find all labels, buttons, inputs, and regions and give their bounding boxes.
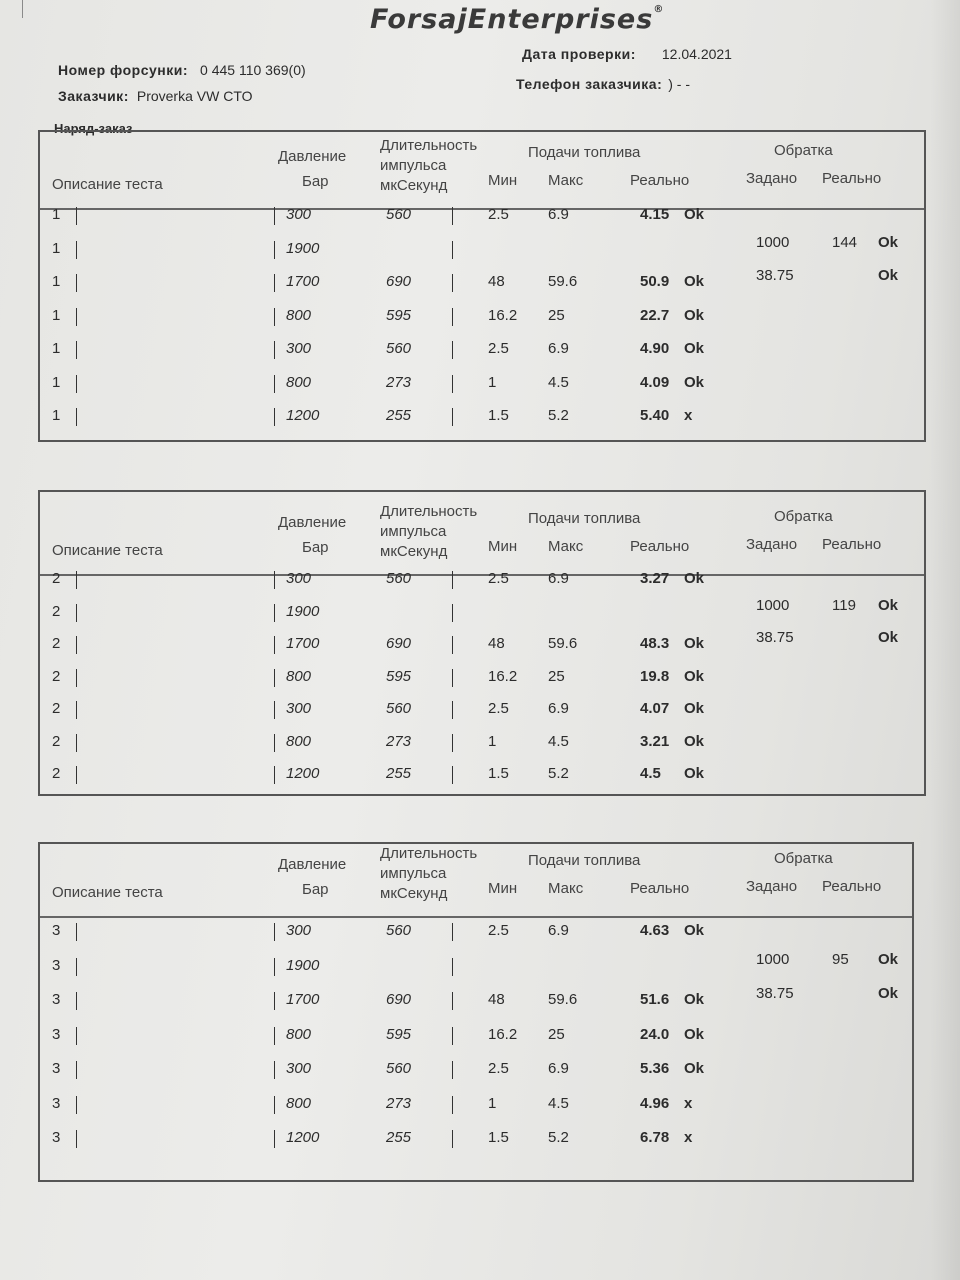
col-pressure-unit: Бар xyxy=(302,173,329,190)
real-value: 6.78 xyxy=(640,1129,670,1146)
cell-divider xyxy=(452,274,453,292)
pulse-value: 690 xyxy=(386,635,412,652)
cell-divider xyxy=(76,408,77,426)
col-duration-2: импульса xyxy=(380,865,447,882)
col-duration-1: Длительность xyxy=(380,137,478,154)
real-value: 51.6 xyxy=(640,991,670,1008)
date-value: 12.04.2021 xyxy=(661,46,732,62)
table-header xyxy=(40,132,924,210)
min-value: 1.5 xyxy=(488,1129,509,1146)
return-set-value: 38.75 xyxy=(756,985,794,1002)
real-value: 24.0 xyxy=(640,1025,670,1043)
col-pressure: Давление xyxy=(278,856,347,873)
real-value: 3.27 xyxy=(640,570,670,587)
cell-divider xyxy=(452,408,453,426)
customer-label: Заказчик: xyxy=(58,88,129,104)
col-real: Реально xyxy=(630,172,690,189)
test-number: 1 xyxy=(52,373,61,391)
status-value: Ok xyxy=(684,373,705,391)
return-real-value: 95 xyxy=(832,950,849,968)
status-value: x xyxy=(684,1094,693,1112)
real-value: 4.09 xyxy=(640,373,670,391)
brand-name: ForsajEnterprises xyxy=(370,4,654,35)
cell-divider xyxy=(274,766,275,784)
max-value: 59.6 xyxy=(548,273,578,290)
cell-divider xyxy=(452,1130,453,1148)
test-number: 3 xyxy=(52,1025,61,1043)
status-value: Ok xyxy=(684,273,705,290)
phone-value: ) - - xyxy=(668,76,691,92)
pulse-value: 255 xyxy=(386,407,412,424)
test-table xyxy=(38,490,926,796)
pulse-value: 595 xyxy=(386,306,412,324)
real-value: 22.7 xyxy=(640,306,670,324)
cell-divider xyxy=(76,1130,77,1148)
pressure-value: 1200 xyxy=(286,765,320,782)
cell-divider xyxy=(274,734,275,752)
col-min: Мин xyxy=(488,880,518,897)
min-value: 48 xyxy=(488,635,505,652)
min-value: 1.5 xyxy=(488,765,509,782)
pressure-value: 300 xyxy=(286,570,312,587)
pressure-value: 800 xyxy=(286,1094,312,1112)
min-value: 1.5 xyxy=(488,407,509,424)
cell-divider xyxy=(76,604,77,622)
max-value: 25 xyxy=(548,667,565,685)
cell-divider xyxy=(274,1096,275,1114)
max-value: 6.9 xyxy=(548,340,569,357)
col-delivery: Подачи топлива xyxy=(528,144,641,161)
pressure-value: 300 xyxy=(286,700,312,717)
customer-phone xyxy=(516,76,690,92)
min-value: 48 xyxy=(488,273,505,290)
col-pressure: Давление xyxy=(278,148,347,165)
max-value: 59.6 xyxy=(548,635,578,652)
max-value: 6.9 xyxy=(548,700,569,717)
phone-label: Телефон заказчика: xyxy=(516,76,663,92)
status-value: Ok xyxy=(684,922,705,939)
col-delivery: Подачи топлива xyxy=(528,510,641,527)
return-status-value: Ok xyxy=(878,629,899,646)
return-status-value: Ok xyxy=(878,950,899,968)
cell-divider xyxy=(76,308,77,326)
pulse-value: 560 xyxy=(386,206,412,223)
cell-divider xyxy=(274,604,275,622)
test-number: 2 xyxy=(52,765,61,782)
col-return-real: Реально xyxy=(822,170,882,187)
pressure-value: 1700 xyxy=(286,635,320,652)
pulse-value: 560 xyxy=(386,700,412,717)
cell-divider xyxy=(452,604,453,622)
test-number: 3 xyxy=(52,1129,61,1146)
real-value: 5.40 xyxy=(640,407,670,424)
col-real: Реально xyxy=(630,538,690,555)
status-value: Ok xyxy=(684,340,705,357)
col-set: Задано xyxy=(746,170,798,187)
cell-divider xyxy=(274,669,275,687)
max-value: 4.5 xyxy=(548,373,569,391)
cell-divider xyxy=(76,992,77,1010)
injector-value: 0 445 110 369(0) xyxy=(200,62,306,78)
pulse-value: 255 xyxy=(386,765,412,782)
injector-label: Номер форсунки: xyxy=(58,62,189,78)
cell-divider xyxy=(452,636,453,654)
status-value: Ok xyxy=(684,306,705,324)
cell-divider xyxy=(274,308,275,326)
pulse-value: 690 xyxy=(386,273,412,290)
injector-number xyxy=(58,62,306,78)
cell-divider xyxy=(76,1096,77,1114)
pressure-value: 800 xyxy=(286,667,312,685)
cell-divider xyxy=(452,207,453,225)
pulse-value: 273 xyxy=(386,732,412,750)
min-value: 2.5 xyxy=(488,206,509,223)
pressure-value: 800 xyxy=(286,373,312,391)
pressure-value: 1200 xyxy=(286,407,320,424)
date-label: Дата проверки: xyxy=(522,46,636,62)
pressure-value: 1200 xyxy=(286,1129,320,1146)
test-number: 1 xyxy=(52,239,61,257)
real-value: 4.63 xyxy=(640,922,670,939)
return-set-value: 1000 xyxy=(756,950,790,968)
test-number: 2 xyxy=(52,570,61,587)
return-status-value: Ok xyxy=(878,596,899,614)
test-number: 1 xyxy=(52,340,61,357)
cell-divider xyxy=(452,958,453,976)
cell-divider xyxy=(76,274,77,292)
col-test-desc: Описание теста xyxy=(52,884,163,901)
max-value: 4.5 xyxy=(548,1094,569,1112)
max-value: 5.2 xyxy=(548,765,569,782)
status-value: x xyxy=(684,1129,693,1146)
cell-divider xyxy=(76,734,77,752)
cell-divider xyxy=(274,375,275,393)
col-pressure: Давление xyxy=(278,514,347,531)
customer-value: Proverka VW CTO xyxy=(136,88,253,104)
return-set-value: 1000 xyxy=(756,233,790,251)
cell-divider xyxy=(452,1061,453,1079)
col-return-real: Реально xyxy=(822,878,882,895)
real-value: 48.3 xyxy=(640,635,670,652)
table-header xyxy=(40,844,912,918)
cell-divider xyxy=(452,341,453,359)
test-number: 1 xyxy=(52,306,61,324)
col-return-real: Реально xyxy=(822,536,882,553)
col-duration-1: Длительность xyxy=(380,845,478,862)
pressure-value: 1700 xyxy=(286,991,320,1008)
return-set-value: 1000 xyxy=(756,596,790,614)
cell-divider xyxy=(76,766,77,784)
col-duration-3: мкСекунд xyxy=(380,177,448,194)
min-value: 16.2 xyxy=(488,1025,518,1043)
col-return: Обратка xyxy=(774,850,833,867)
cell-divider xyxy=(274,992,275,1010)
max-value: 6.9 xyxy=(548,570,569,587)
pulse-value: 560 xyxy=(386,340,412,357)
pressure-value: 1700 xyxy=(286,273,320,290)
cell-divider xyxy=(76,923,77,941)
cell-divider xyxy=(274,571,275,589)
test-number: 1 xyxy=(52,273,61,290)
status-value: Ok xyxy=(684,1025,705,1043)
real-value: 4.96 xyxy=(640,1094,670,1112)
cell-divider xyxy=(452,1027,453,1045)
test-number: 2 xyxy=(52,635,61,652)
cell-divider xyxy=(452,375,453,393)
cell-divider xyxy=(76,701,77,719)
col-pressure-unit: Бар xyxy=(302,881,329,898)
pressure-value: 300 xyxy=(286,1060,312,1077)
status-value: Ok xyxy=(684,991,705,1008)
status-value: Ok xyxy=(684,765,705,782)
status-value: Ok xyxy=(684,570,705,587)
max-value: 6.9 xyxy=(548,922,569,939)
pulse-value: 273 xyxy=(386,1094,412,1112)
table-header xyxy=(40,492,924,576)
col-max: Макс xyxy=(548,172,584,189)
cell-divider xyxy=(452,669,453,687)
status-value: Ok xyxy=(684,667,705,685)
min-value: 2.5 xyxy=(488,570,509,587)
test-number: 1 xyxy=(52,206,61,223)
col-duration-1: Длительность xyxy=(380,503,478,520)
cell-divider xyxy=(274,701,275,719)
cell-divider xyxy=(274,923,275,941)
test-number: 3 xyxy=(52,991,61,1008)
cell-divider xyxy=(76,375,77,393)
cell-divider xyxy=(76,341,77,359)
max-value: 6.9 xyxy=(548,206,569,223)
real-value: 4.15 xyxy=(640,206,670,223)
order-label: Наряд-заказ xyxy=(54,121,133,136)
pressure-value: 800 xyxy=(286,306,312,324)
col-min: Мин xyxy=(488,538,518,555)
return-status-value: Ok xyxy=(878,267,899,284)
col-min: Мин xyxy=(488,172,518,189)
cell-divider xyxy=(274,636,275,654)
test-number: 2 xyxy=(52,732,61,750)
cell-divider xyxy=(76,1027,77,1045)
test-number: 1 xyxy=(52,407,61,424)
return-set-value: 38.75 xyxy=(756,629,794,646)
min-value: 1 xyxy=(488,373,497,391)
return-status-value: Ok xyxy=(878,985,899,1002)
cell-divider xyxy=(76,636,77,654)
pressure-value: 800 xyxy=(286,1025,312,1043)
pressure-value: 1900 xyxy=(286,602,320,620)
cell-divider xyxy=(274,958,275,976)
max-value: 5.2 xyxy=(548,1129,569,1146)
real-value: 4.90 xyxy=(640,340,670,357)
min-value: 2.5 xyxy=(488,700,509,717)
col-duration-2: импульса xyxy=(380,157,447,174)
status-value: Ok xyxy=(684,206,705,223)
min-value: 16.2 xyxy=(488,667,518,685)
cell-divider xyxy=(76,207,77,225)
cell-divider xyxy=(274,1130,275,1148)
cell-divider xyxy=(452,923,453,941)
status-value: Ok xyxy=(684,1060,705,1077)
col-set: Задано xyxy=(746,536,798,553)
cell-divider xyxy=(452,992,453,1010)
cell-divider xyxy=(452,308,453,326)
cell-divider xyxy=(76,669,77,687)
cell-divider xyxy=(274,1061,275,1079)
pressure-value: 1900 xyxy=(286,956,320,974)
col-max: Макс xyxy=(548,538,584,555)
cell-divider xyxy=(452,734,453,752)
col-test-desc: Описание теста xyxy=(52,176,163,193)
test-number: 3 xyxy=(52,956,61,974)
real-value: 4.5 xyxy=(640,765,661,782)
max-value: 6.9 xyxy=(548,1060,569,1077)
cell-divider xyxy=(76,571,77,589)
test-number: 2 xyxy=(52,602,61,620)
test-number: 3 xyxy=(52,1094,61,1112)
cell-divider xyxy=(274,241,275,259)
cell-divider xyxy=(452,766,453,784)
pulse-value: 560 xyxy=(386,570,412,587)
min-value: 2.5 xyxy=(488,1060,509,1077)
cell-divider xyxy=(76,241,77,259)
status-value: Ok xyxy=(684,635,705,652)
col-real: Реально xyxy=(630,880,690,897)
min-value: 48 xyxy=(488,991,505,1008)
status-value: Ok xyxy=(684,700,705,717)
col-test-desc: Описание теста xyxy=(52,542,163,559)
col-return: Обратка xyxy=(774,508,833,525)
cell-divider xyxy=(76,1061,77,1079)
customer xyxy=(58,88,253,104)
real-value: 4.07 xyxy=(640,700,670,717)
col-duration-3: мкСекунд xyxy=(380,885,448,902)
cell-divider xyxy=(452,241,453,259)
real-value: 19.8 xyxy=(640,667,670,685)
pressure-value: 1900 xyxy=(286,239,320,257)
col-return: Обратка xyxy=(774,142,833,159)
max-value: 4.5 xyxy=(548,732,569,750)
status-value: x xyxy=(684,407,693,424)
max-value: 25 xyxy=(548,1025,565,1043)
max-value: 5.2 xyxy=(548,407,569,424)
pulse-value: 273 xyxy=(386,373,412,391)
max-value: 25 xyxy=(548,306,565,324)
return-real-value: 144 xyxy=(832,233,858,251)
pressure-value: 300 xyxy=(286,340,312,357)
real-value: 3.21 xyxy=(640,732,670,750)
test-table xyxy=(38,842,914,1182)
status-value: Ok xyxy=(684,732,705,750)
pressure-value: 300 xyxy=(286,922,312,939)
test-number: 3 xyxy=(52,1060,61,1077)
min-value: 2.5 xyxy=(488,922,509,939)
cell-divider xyxy=(452,1096,453,1114)
test-number: 3 xyxy=(52,922,61,939)
cell-divider xyxy=(452,571,453,589)
cell-divider xyxy=(274,341,275,359)
min-value: 16.2 xyxy=(488,306,518,324)
real-value: 50.9 xyxy=(640,273,670,290)
col-duration-2: импульса xyxy=(380,523,447,540)
cell-divider xyxy=(274,408,275,426)
real-value: 5.36 xyxy=(640,1060,670,1077)
pulse-value: 560 xyxy=(386,922,412,939)
cell-divider xyxy=(274,1027,275,1045)
test-table xyxy=(38,130,926,442)
cell-divider xyxy=(452,701,453,719)
test-number: 2 xyxy=(52,700,61,717)
check-date xyxy=(522,46,732,62)
col-max: Макс xyxy=(548,880,584,897)
page-edge-mark xyxy=(22,0,23,18)
min-value: 1 xyxy=(488,732,497,750)
test-number: 2 xyxy=(52,667,61,685)
cell-divider xyxy=(274,207,275,225)
page-shadow xyxy=(930,0,960,1280)
return-set-value: 38.75 xyxy=(756,267,794,284)
col-pressure-unit: Бар xyxy=(302,539,329,556)
pulse-value: 595 xyxy=(386,667,412,685)
cell-divider xyxy=(76,958,77,976)
registered-mark: ® xyxy=(653,4,665,15)
return-real-value: 119 xyxy=(832,596,856,614)
max-value: 59.6 xyxy=(548,991,578,1008)
pressure-value: 800 xyxy=(286,732,312,750)
col-set: Задано xyxy=(746,878,798,895)
pulse-value: 255 xyxy=(386,1129,412,1146)
col-delivery: Подачи топлива xyxy=(528,852,641,869)
min-value: 2.5 xyxy=(488,340,509,357)
col-duration-3: мкСекунд xyxy=(380,543,448,560)
brand-logo xyxy=(370,4,664,35)
pulse-value: 690 xyxy=(386,991,412,1008)
pulse-value: 595 xyxy=(386,1025,412,1043)
cell-divider xyxy=(274,274,275,292)
pressure-value: 300 xyxy=(286,206,312,223)
min-value: 1 xyxy=(488,1094,497,1112)
pulse-value: 560 xyxy=(386,1060,412,1077)
return-status-value: Ok xyxy=(878,233,899,251)
